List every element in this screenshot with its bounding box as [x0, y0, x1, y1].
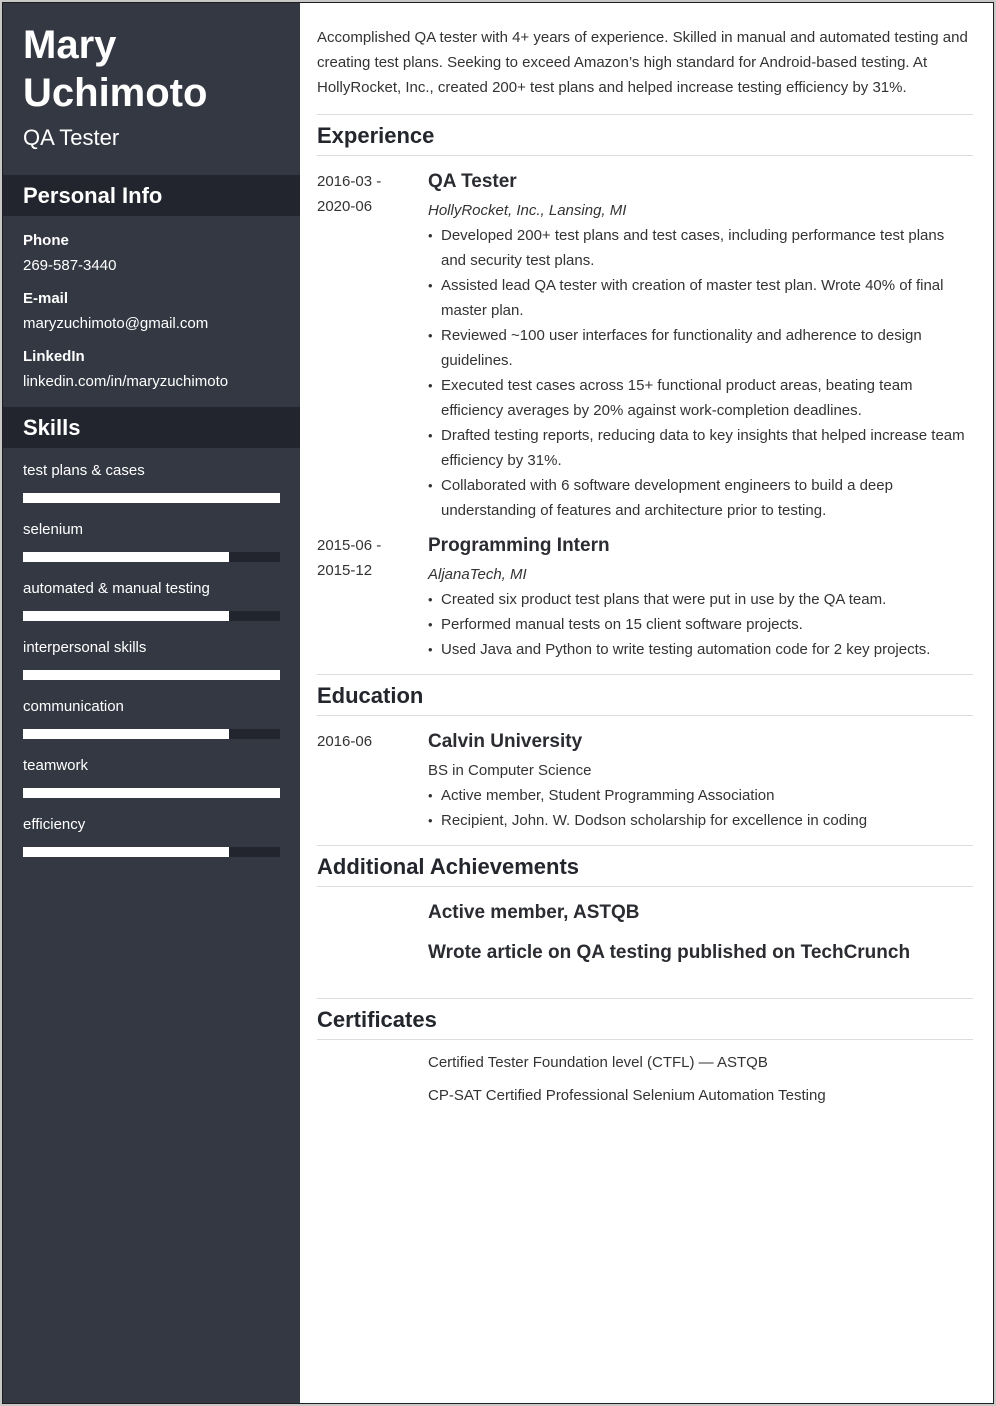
achievements-section: [317, 846, 973, 999]
info-phone: [23, 228, 280, 278]
entry-date: 2016-06: [317, 733, 373, 750]
skill-name: test plans & cases: [23, 462, 145, 479]
degree: BS in Computer Science: [428, 762, 592, 779]
skill-level-fill: [23, 788, 280, 798]
bullet-item: • Collaborated with 6 software development engineers to build a deep understanding of features and architecture prior to testing.: [428, 473, 973, 523]
bullet-item: • Used Java and Python to write testing automation code for 2 key projects.: [428, 637, 973, 662]
skill-item: [23, 458, 280, 517]
skill-level-bar: [23, 552, 280, 562]
section-title: Experience: [317, 115, 973, 156]
experience-entry: [317, 169, 973, 523]
summary: Accomplished QA tester with 4+ years of experience. Skilled in manual and automated testing and creating test plans. Seeking to exceed Amazon’s high standard for Android-based testing. At HollyRocket, Inc., created 200+ test plans and helped increase testing efficiency by 31%.: [317, 25, 973, 115]
achievement-item: Wrote article on QA testing published on TechCrunch: [428, 942, 911, 963]
skill-name: communication: [23, 698, 124, 715]
entry-date: [317, 169, 428, 523]
skill-name: efficiency: [23, 816, 86, 833]
bullet-item: • Developed 200+ test plans and test cases, including performance test plans and security test plans.: [428, 223, 973, 273]
bullet-item: • Recipient, John. W. Dodson scholarship for excellence in coding: [428, 808, 973, 833]
skills-list: [3, 448, 300, 871]
bullet-item: • Executed test cases across 15+ functional product areas, beating team efficiency averages by 20% against work-completion deadlines.: [428, 373, 973, 423]
section-title: Additional Achievements: [317, 846, 973, 887]
skill-name: automated & manual testing: [23, 580, 210, 597]
company: HollyRocket, Inc., Lansing, MI: [428, 202, 627, 219]
entry-date: [317, 533, 428, 662]
bullet-item: • Active member, Student Programming Association: [428, 783, 973, 808]
skill-name: teamwork: [23, 757, 89, 774]
info-label: LinkedIn: [23, 348, 85, 365]
education-section: [317, 675, 973, 846]
skill-level-bar: [23, 611, 280, 621]
job-title: Programming Intern: [428, 535, 610, 556]
linkedin-link[interactable]: linkedin.com/in/maryzuchimoto: [23, 373, 229, 390]
bullet-item: • Created six product test plans that were put in use by the QA team.: [428, 587, 973, 612]
skill-level-bar: [23, 847, 280, 857]
school-name: Calvin University: [428, 731, 583, 752]
skill-item: [23, 753, 280, 812]
skill-level-bar: [23, 788, 280, 798]
date-end: 2015-12: [317, 562, 373, 579]
certificates-section: [317, 999, 973, 1128]
date-end: 2020-06: [317, 198, 373, 215]
first-name: Mary: [23, 23, 117, 67]
date-start: 2015-06 -: [317, 537, 382, 554]
skill-level-bar: [23, 729, 280, 739]
job-title: QA Tester: [23, 125, 120, 150]
bullet-item: • Drafted testing reports, reducing data to key insights that helped increase team efficiency by 31%.: [428, 423, 973, 473]
skill-level-fill: [23, 847, 229, 857]
phone-value: 269-587-3440: [23, 257, 117, 274]
experience-section: [317, 115, 973, 675]
date-start: 2016-03 -: [317, 173, 382, 190]
bullet-list: [428, 587, 973, 662]
skill-item: [23, 635, 280, 694]
section-title: Certificates: [317, 999, 973, 1040]
skill-item: [23, 576, 280, 635]
bullet-list: [428, 223, 973, 523]
candidate-name: [3, 3, 300, 117]
skill-level-bar: [23, 670, 280, 680]
main-content: [300, 3, 993, 1403]
section-title: Education: [317, 675, 973, 716]
skills-heading: Skills: [3, 407, 300, 448]
skill-name: interpersonal skills: [23, 639, 147, 656]
certificates-list: [317, 1040, 973, 1108]
info-label: Phone: [23, 232, 69, 249]
bullet-item: • Assisted lead QA tester with creation of master test plan. Wrote 40% of final master plan.: [428, 273, 973, 323]
achievements-list: [317, 887, 973, 986]
skill-level-fill: [23, 729, 229, 739]
entry-body: [428, 729, 973, 833]
info-email: [23, 286, 280, 336]
email-link[interactable]: maryzuchimoto@gmail.com: [23, 315, 209, 332]
skill-item: [23, 812, 280, 871]
skill-item: [23, 517, 280, 576]
info-label: E-mail: [23, 290, 69, 307]
bullet-list: [428, 783, 973, 833]
bullet-item: • Performed manual tests on 15 client software projects.: [428, 612, 973, 637]
certificate-item: Certified Tester Foundation level (CTFL) — ASTQB: [428, 1054, 768, 1071]
skill-level-fill: [23, 670, 280, 680]
company: AljanaTech, MI: [428, 566, 527, 583]
resume-page: [2, 2, 994, 1404]
job-title: QA Tester: [428, 171, 517, 192]
skill-level-bar: [23, 493, 280, 503]
education-entry: [317, 729, 973, 833]
personal-info: [3, 216, 300, 394]
entry-body: [428, 169, 973, 523]
skill-level-fill: [23, 552, 229, 562]
info-linkedin: [23, 344, 280, 394]
certificate-item: CP-SAT Certified Professional Selenium Automation Testing: [428, 1087, 826, 1104]
achievement-item: Active member, ASTQB: [428, 902, 640, 923]
experience-entry: [317, 533, 973, 662]
bullet-item: • Reviewed ~100 user interfaces for functionality and adherence to design guidelines.: [428, 323, 973, 373]
skill-level-fill: [23, 611, 229, 621]
skill-item: [23, 694, 280, 753]
entry-body: [428, 533, 973, 662]
sidebar: [3, 3, 300, 1403]
skill-level-fill: [23, 493, 280, 503]
skill-name: selenium: [23, 521, 84, 538]
personal-info-heading: Personal Info: [3, 175, 300, 216]
last-name: Uchimoto: [23, 71, 208, 115]
